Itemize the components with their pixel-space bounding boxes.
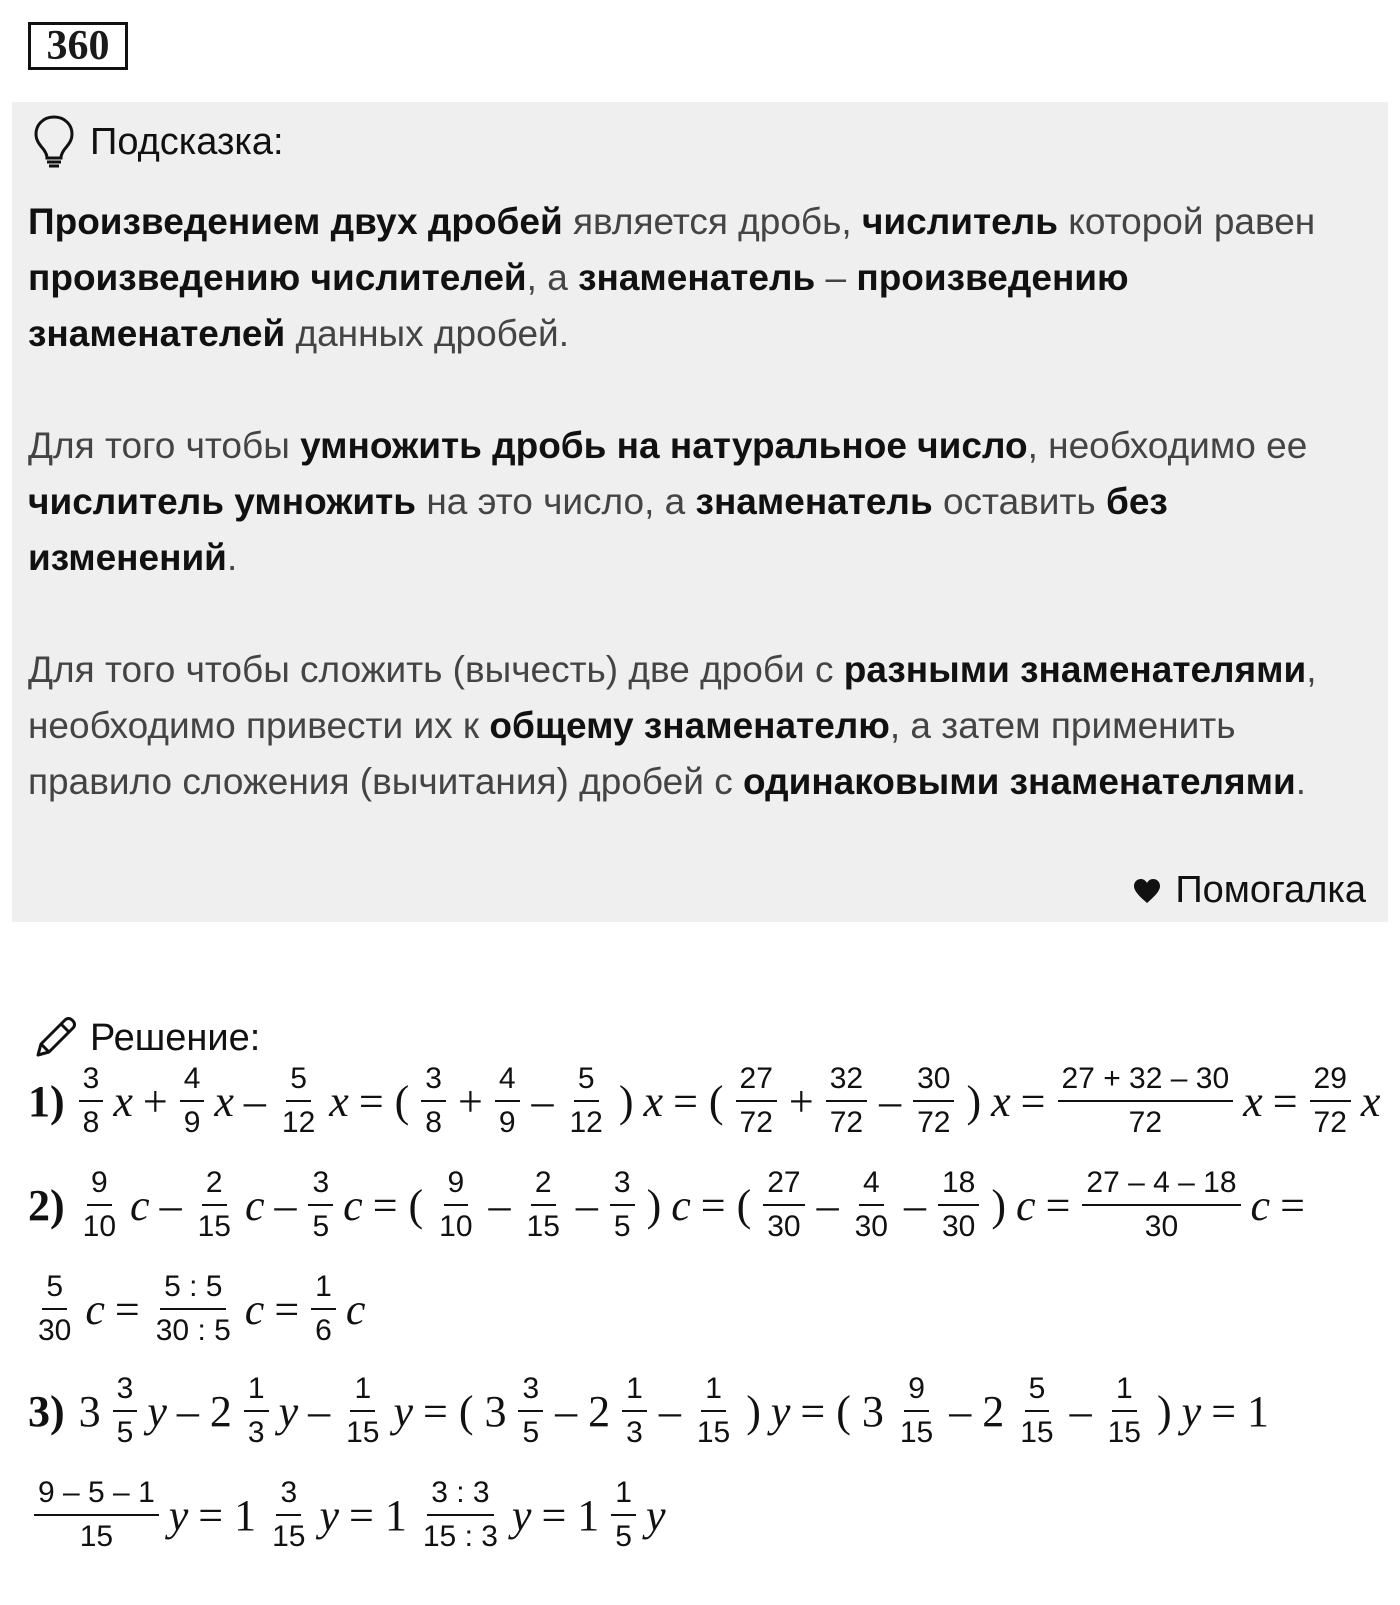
task-number: 360 <box>28 22 128 70</box>
operator: = 1 <box>198 1490 257 1540</box>
fraction <box>736 1060 777 1142</box>
text-run: . <box>226 537 238 578</box>
fraction <box>1082 1164 1240 1246</box>
numerator: 3 <box>79 1060 104 1102</box>
item-label: 1) <box>28 1076 65 1126</box>
operator: – <box>274 1180 297 1230</box>
fraction <box>278 1060 319 1142</box>
denominator: 15 <box>1107 1416 1141 1449</box>
fraction <box>913 1060 954 1142</box>
variable: y <box>319 1490 340 1540</box>
text-run: на это число, а <box>416 481 696 522</box>
operator: = ( <box>372 1180 424 1230</box>
denominator: 72 <box>917 1106 951 1139</box>
variable: c <box>1250 1180 1271 1230</box>
denominator: 5 <box>613 1210 631 1243</box>
numerator: 3 : 3 <box>427 1474 493 1516</box>
numerator: 3 <box>421 1060 446 1102</box>
text-run: , а <box>526 257 579 298</box>
pencil-icon <box>30 1013 80 1063</box>
variable: y <box>770 1386 791 1436</box>
text-run: , необходимо привести их к <box>28 649 1317 746</box>
denominator: 15 <box>346 1416 380 1449</box>
text-run: которой равен <box>1057 201 1316 242</box>
numerator: 2 <box>202 1164 227 1206</box>
text-run: , а затем применить правило сложения (вычитания) дробей с <box>28 705 1236 802</box>
operator: = <box>1280 1180 1305 1230</box>
variable: y <box>168 1490 189 1540</box>
fraction <box>826 1060 867 1142</box>
denominator: 8 <box>82 1106 100 1139</box>
denominator: 8 <box>425 1106 442 1139</box>
numerator: 30 <box>913 1060 954 1102</box>
hint-paragraph-1 <box>28 194 1368 362</box>
operator: – <box>308 1386 331 1436</box>
fraction <box>311 1268 336 1350</box>
variable: c <box>244 1180 265 1230</box>
numerator: 27 – 4 – 18 <box>1082 1164 1240 1206</box>
fraction <box>194 1164 235 1246</box>
bold-term: без изменений <box>28 481 1168 578</box>
bold-term: одинаковыми знаменателями <box>742 761 1296 802</box>
denominator: 9 <box>498 1106 516 1139</box>
item-label: 3) <box>28 1386 65 1436</box>
operator: = ( 3 <box>423 1386 507 1436</box>
variable: y <box>511 1490 532 1540</box>
fraction <box>938 1164 979 1246</box>
hint-title: Подсказка: <box>90 120 284 163</box>
denominator: 30 <box>942 1210 976 1243</box>
solution-header <box>30 1008 260 1068</box>
solution-line-2-continued <box>28 1268 369 1350</box>
numerator: 1 <box>701 1370 726 1412</box>
bold-term: знаменатель <box>695 481 933 522</box>
numerator: 27 + 32 – 30 <box>1058 1060 1234 1102</box>
solution-title: Решение: <box>90 1016 261 1059</box>
fraction <box>180 1060 205 1142</box>
operator: ) <box>966 1076 982 1126</box>
text-run: . <box>1295 761 1307 802</box>
operator: = 1 <box>1211 1386 1270 1436</box>
denominator: 30 <box>767 1210 801 1243</box>
fraction <box>611 1474 636 1556</box>
denominator: 12 <box>281 1106 316 1139</box>
fraction <box>495 1060 520 1142</box>
denominator: 12 <box>569 1106 603 1139</box>
denominator: 15 <box>1020 1416 1054 1449</box>
numerator: 3 <box>610 1164 635 1206</box>
operator: – 2 <box>176 1386 232 1436</box>
fraction <box>34 1474 159 1556</box>
text-run: является дробь, <box>562 201 862 242</box>
operator: – <box>531 1076 554 1126</box>
operator: – <box>904 1180 926 1230</box>
operator: = 1 <box>541 1490 600 1540</box>
operator: – <box>879 1076 902 1126</box>
variable: y <box>393 1386 413 1436</box>
fraction <box>518 1370 543 1452</box>
fraction <box>79 1060 104 1142</box>
fraction <box>693 1370 734 1452</box>
denominator: 10 <box>82 1210 117 1243</box>
fraction <box>113 1370 138 1452</box>
operator: = <box>1045 1180 1071 1230</box>
brand-signature <box>1133 869 1366 912</box>
denominator: 30 <box>854 1210 888 1243</box>
variable: y <box>147 1386 167 1436</box>
text-run: Для того чтобы сложить (вычесть) две дроби с <box>28 649 844 690</box>
numerator: 1 <box>622 1370 647 1412</box>
variable: x <box>214 1076 234 1126</box>
denominator: 15 <box>197 1210 231 1243</box>
bold-term: числитель <box>861 201 1058 242</box>
fraction <box>851 1164 892 1246</box>
numerator: 4 <box>859 1164 884 1206</box>
solution-line-3 <box>28 1370 1275 1452</box>
numerator: 5 <box>42 1268 67 1310</box>
denominator: 30 <box>1144 1210 1179 1243</box>
bold-term: умножить дробь на натуральное число <box>300 425 1028 466</box>
numerator: 4 <box>495 1060 520 1102</box>
variable: c <box>85 1284 105 1334</box>
text-run: Для того чтобы <box>28 425 301 466</box>
hint-header <box>32 112 284 172</box>
item-label: 2) <box>28 1180 65 1230</box>
numerator: 5 <box>286 1060 311 1102</box>
fraction <box>244 1370 269 1452</box>
denominator: 15 <box>899 1416 934 1449</box>
denominator: 5 <box>615 1520 632 1553</box>
variable: y <box>645 1490 666 1540</box>
numerator: 5 <box>574 1060 599 1102</box>
numerator: 2 <box>531 1164 556 1206</box>
denominator: 6 <box>315 1314 332 1347</box>
denominator: 3 <box>247 1416 265 1449</box>
operator: – <box>1069 1386 1092 1436</box>
denominator: 30 <box>38 1314 72 1347</box>
fraction <box>523 1164 564 1246</box>
fraction <box>152 1268 235 1350</box>
fraction <box>1016 1370 1057 1452</box>
numerator: 1 <box>1112 1370 1137 1412</box>
operator: = <box>274 1284 300 1334</box>
numerator: 5 <box>1025 1370 1050 1412</box>
variable: c <box>244 1284 265 1334</box>
bold-term: общему знаменателю <box>489 705 890 746</box>
variable: x <box>991 1076 1011 1126</box>
variable: c <box>130 1180 150 1230</box>
operator: + <box>457 1076 483 1126</box>
denominator: 3 <box>626 1416 643 1449</box>
hint-paragraph-3 <box>28 642 1368 810</box>
operator: – <box>575 1180 598 1230</box>
operator: – <box>159 1180 182 1230</box>
operator: + <box>788 1076 814 1126</box>
bold-term: знаменатель <box>578 257 816 298</box>
numerator: 1 <box>311 1268 336 1310</box>
operator: 3 <box>78 1386 101 1436</box>
operator: ) <box>746 1386 761 1436</box>
fraction <box>435 1164 476 1246</box>
fraction <box>308 1164 333 1246</box>
fraction <box>34 1268 75 1350</box>
bold-term: Произведением двух дробей <box>28 201 563 242</box>
numerator: 18 <box>938 1164 979 1206</box>
fraction <box>610 1164 635 1246</box>
numerator: 29 <box>1310 1060 1351 1102</box>
hint-paragraph-2 <box>28 418 1368 586</box>
operator: = 1 <box>349 1490 407 1540</box>
bold-term: разными знаменателями <box>843 649 1307 690</box>
operator: – <box>243 1076 266 1126</box>
variable: y <box>278 1386 299 1436</box>
numerator: 3 <box>276 1474 301 1516</box>
denominator: 15 : 3 <box>422 1520 498 1553</box>
operator: – <box>488 1180 511 1230</box>
variable: c <box>345 1284 366 1334</box>
numerator: 27 <box>763 1164 804 1206</box>
numerator: 1 <box>244 1370 269 1412</box>
operator: = ( <box>358 1076 410 1126</box>
numerator: 9 <box>444 1164 469 1206</box>
denominator: 5 <box>312 1210 330 1243</box>
heart-icon <box>1133 878 1161 904</box>
denominator: 15 <box>79 1520 114 1553</box>
denominator: 15 <box>526 1210 560 1243</box>
denominator: 30 : 5 <box>155 1314 231 1347</box>
numerator: 3 <box>518 1370 543 1412</box>
denominator: 15 <box>272 1520 306 1553</box>
brand-name: Помогалка <box>1175 869 1366 911</box>
numerator: 3 <box>113 1370 138 1412</box>
fraction <box>342 1370 383 1452</box>
text-run: – <box>815 257 857 298</box>
operator: = ( <box>700 1180 752 1230</box>
fraction <box>566 1060 607 1142</box>
variable: x <box>329 1076 349 1126</box>
operator: ) <box>618 1076 634 1126</box>
denominator: 5 <box>116 1416 134 1449</box>
bold-term: числитель умножить <box>28 481 417 522</box>
fraction <box>268 1474 309 1556</box>
operator: – <box>816 1180 839 1230</box>
operator: – 2 <box>949 1386 1005 1436</box>
solution-line-3-continued <box>28 1474 670 1556</box>
text-run: данных дробей. <box>285 313 569 354</box>
fraction <box>419 1474 502 1556</box>
bold-term: произведению знаменателей <box>28 257 1129 354</box>
denominator: 72 <box>1313 1106 1347 1139</box>
solution-line-2 <box>28 1164 1311 1246</box>
operator: ) <box>991 1180 1007 1230</box>
fraction <box>896 1370 937 1452</box>
denominator: 72 <box>1128 1106 1163 1139</box>
operator: = <box>1020 1076 1046 1126</box>
denominator: 9 <box>183 1106 201 1139</box>
lightbulb-icon <box>32 114 76 170</box>
denominator: 5 <box>522 1416 540 1449</box>
bold-term: произведению числителей <box>28 257 527 298</box>
variable: x <box>643 1076 664 1126</box>
denominator: 72 <box>739 1106 773 1139</box>
numerator: 32 <box>826 1060 867 1102</box>
fraction <box>421 1060 446 1142</box>
variable: y <box>1181 1386 1202 1436</box>
variable: c <box>1016 1180 1036 1230</box>
operator: ) <box>1157 1386 1172 1436</box>
variable: x <box>1243 1076 1263 1126</box>
numerator: 9 – 5 – 1 <box>34 1474 159 1516</box>
text-run: оставить <box>932 481 1106 522</box>
variable: x <box>113 1076 133 1126</box>
hint-panel <box>12 102 1388 922</box>
denominator: 10 <box>439 1210 473 1243</box>
numerator: 9 <box>904 1370 929 1412</box>
variable: c <box>671 1180 691 1230</box>
operator: = ( <box>673 1076 724 1126</box>
denominator: 15 <box>696 1416 731 1449</box>
numerator: 9 <box>87 1164 112 1206</box>
fraction <box>763 1164 804 1246</box>
operator: – <box>658 1386 681 1436</box>
fraction <box>1104 1370 1145 1452</box>
numerator: 1 <box>350 1370 375 1412</box>
fraction <box>1310 1060 1351 1142</box>
numerator: 3 <box>308 1164 333 1206</box>
numerator: 1 <box>611 1474 636 1516</box>
fraction <box>1058 1060 1234 1142</box>
denominator: 72 <box>829 1106 864 1139</box>
numerator: 27 <box>736 1060 777 1102</box>
text-run: , необходимо ее <box>1027 425 1308 466</box>
operator: ) <box>646 1180 662 1230</box>
operator: – 2 <box>555 1386 611 1436</box>
operator: = ( 3 <box>800 1386 884 1436</box>
numerator: 5 : 5 <box>160 1268 226 1310</box>
variable: x <box>1360 1076 1381 1126</box>
solution-line-1 <box>28 1060 1384 1142</box>
variable: c <box>343 1180 363 1230</box>
fraction <box>622 1370 647 1452</box>
operator: + <box>142 1076 168 1126</box>
operator: = <box>114 1284 140 1334</box>
numerator: 4 <box>180 1060 205 1102</box>
operator: = <box>1272 1076 1298 1126</box>
fraction <box>79 1164 120 1246</box>
